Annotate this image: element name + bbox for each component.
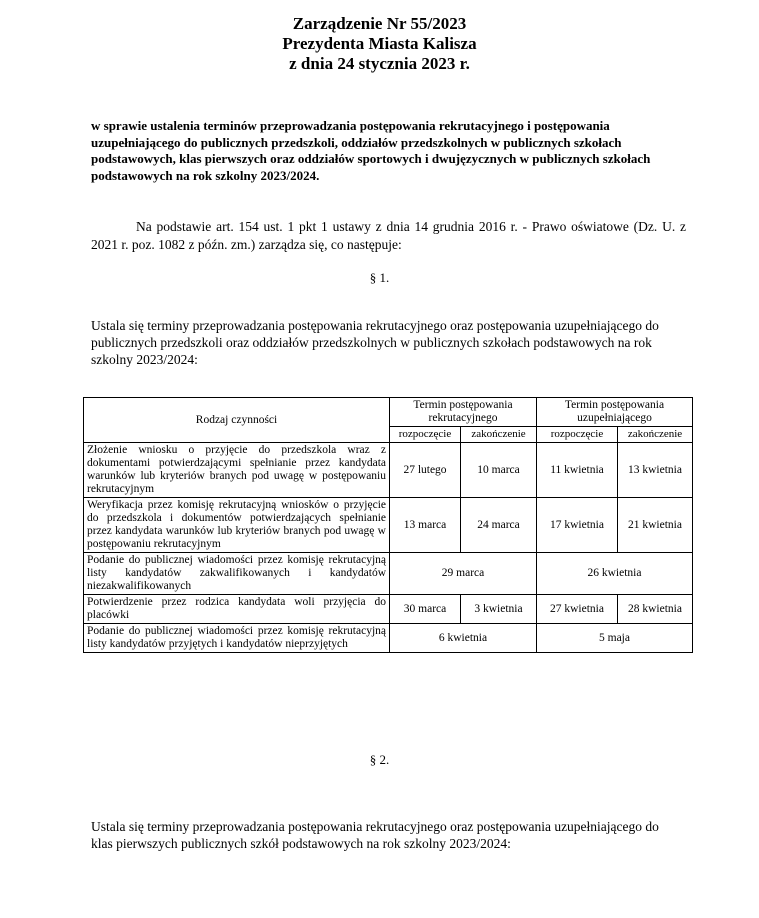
date-cell: 13 kwietnia: [618, 443, 693, 498]
table-row: [84, 498, 693, 553]
table-row: [84, 443, 693, 498]
date-cell: 21 kwietnia: [618, 498, 693, 553]
section-1-mark: § 1.: [369, 270, 390, 285]
date-cell: 27 kwietnia: [537, 595, 618, 624]
document-title: [0, 14, 759, 74]
legal-basis: Na podstawie art. 154 ust. 1 pkt 1 ustawy z dnia 14 grudnia 2016 r. - Prawo oświatowe (Dz. U. z 2021 r. poz. 1082 z późn. zm.) zarządza się, co następuje:: [91, 219, 686, 252]
header-rec-end: zakończenie: [461, 427, 537, 443]
header-recruitment: Termin postępowania rekrutacyjnego: [390, 398, 537, 427]
table-row: [84, 595, 693, 624]
activity-cell: Podanie do publicznej wiadomości przez komisję rekrutacyjną listy kandydatów przyjętych i kandydatów nieprzyjętych: [84, 624, 390, 653]
activity-cell: Weryfikacja przez komisję rekrutacyjną wniosków o przyjęcie do przedszkola i dokumentów potwierdzających spełnianie przez kandydata warunków lub kryteriów branych pod uwagę w postępowaniu rekrutacyjnym: [84, 498, 390, 553]
date-cell: 17 kwietnia: [537, 498, 618, 553]
activity-cell: Potwierdzenie przez rodzica kandydata woli przyjęcia do placówki: [84, 595, 390, 624]
date-cell: 3 kwietnia: [461, 595, 537, 624]
activity-cell: Złożenie wniosku o przyjęcie do przedszkola wraz z dokumentami potwierdzającymi spełnianie przez kandydata warunków lub kryteriów branych pod uwagę w postępowaniu rekrutacyjnym: [84, 443, 390, 498]
table-row: [84, 553, 693, 595]
date-cell: 27 lutego: [390, 443, 461, 498]
activity-cell: Podanie do publicznej wiadomości przez komisję rekrutacyjną listy kandydatów zakwalifikowanych i kandydatów niezakwalifikowanych: [84, 553, 390, 595]
header-sup-start: rozpoczęcie: [537, 427, 618, 443]
header-supplementary: Termin postępowania uzupełniającego: [537, 398, 693, 427]
date-cell: 26 kwietnia: [537, 553, 693, 595]
date-cell: 29 marca: [390, 553, 537, 595]
date-cell: 10 marca: [461, 443, 537, 498]
date-cell: 28 kwietnia: [618, 595, 693, 624]
date-cell: 30 marca: [390, 595, 461, 624]
header-activity: Rodzaj czynności: [84, 398, 390, 443]
section-2-mark: § 2.: [369, 752, 390, 767]
section-1-intro: Ustala się terminy przeprowadzania postępowania rekrutacyjnego oraz postępowania uzupełniającego do publicznych przedszkoli oraz oddziałów przedszkolnych w publicznych szkołach podstawowych na rok szkolny 2023/2024:: [91, 318, 659, 367]
title-line-3: z dnia 24 stycznia 2023 r.: [289, 54, 470, 73]
date-cell: 5 maja: [537, 624, 693, 653]
schedule-table: [83, 397, 693, 653]
table-row: [84, 624, 693, 653]
header-rec-start: rozpoczęcie: [390, 427, 461, 443]
section-2-intro: Ustala się terminy przeprowadzania postępowania rekrutacyjnego oraz postępowania uzupełniającego do klas pierwszych publicznych szkół podstawowych na rok szkolny 2023/2024:: [91, 819, 659, 851]
title-line-2: Prezydenta Miasta Kalisza: [282, 34, 477, 53]
table-header-row: [84, 398, 693, 427]
header-sup-end: zakończenie: [618, 427, 693, 443]
date-cell: 24 marca: [461, 498, 537, 553]
date-cell: 11 kwietnia: [537, 443, 618, 498]
date-cell: 13 marca: [390, 498, 461, 553]
document-subject: w sprawie ustalenia terminów przeprowadzania postępowania rekrutacyjnego i postępowania uzupełniającego do publicznych przedszkoli, oddziałów przedszkolnych w publicznych szkołach podstawowych, klas pierwszych oraz oddziałów sportowych i dwujęzycznych w publicznych szkołach podstawowych na rok szkolny 2023/2024.: [91, 118, 651, 183]
date-cell: 6 kwietnia: [390, 624, 537, 653]
title-line-1: Zarządzenie Nr 55/2023: [292, 14, 467, 33]
